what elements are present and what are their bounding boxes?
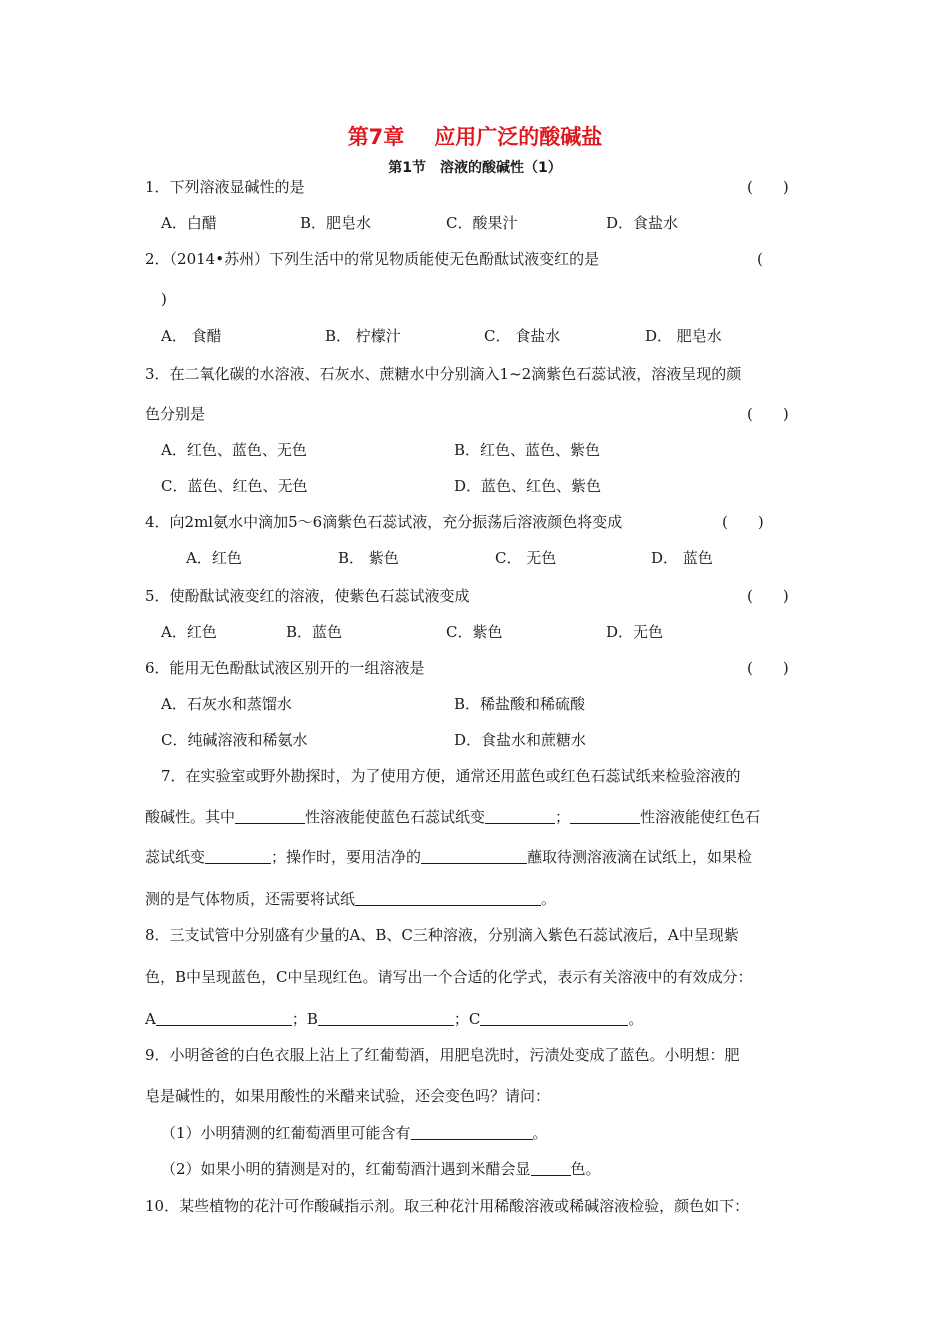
text-segment: ；操作时，要用洁净的: [271, 848, 422, 866]
option-c: C．酸果汁: [446, 214, 518, 232]
question-7-line2: [145, 807, 760, 827]
answer-paren: ( ): [747, 659, 789, 677]
question-7-line4: [145, 889, 556, 909]
text-segment: 蕊试纸变: [145, 848, 206, 866]
question-10-line1: 10．某些植物的花汁可作酸碱指示剂。取三种花汁用稀酸溶液或稀碱溶液检验，颜色如下：: [145, 1197, 750, 1215]
option-a: A． 食醋: [161, 327, 222, 345]
question-1-stem: 1．下列溶液显碱性的是: [145, 178, 305, 196]
question-5-stem: 5．使酚酞试液变红的溶液，使紫色石蕊试液变成: [145, 587, 470, 605]
chapter-name: 应用广泛的酸碱盐: [434, 125, 603, 149]
question-9-line2: 皂是碱性的，如果用酸性的米醋来试验，还会变色吗？请问：: [145, 1087, 551, 1105]
option-c: C． 无色: [495, 549, 557, 567]
question-7-line1: 7．在实验室或野外勘探时，为了使用方便，通常还用蓝色或红色石蕊试纸来检验溶液的: [161, 767, 741, 785]
answer-paren: ( ): [722, 513, 764, 531]
option-d: D． 肥皂水: [645, 327, 722, 345]
option-b: B．蓝色: [286, 623, 343, 641]
text-segment: 测的是气体物质，还需要将试纸: [145, 890, 356, 908]
option-d: D． 蓝色: [651, 549, 713, 567]
question-8-line1: 8．三支试管中分别盛有少量的A、B、C三种溶液，分别滴入紫色石蕊试液后，A中呈现紫: [145, 926, 739, 944]
question-2-stem: 2．（2014•苏州）下列生活中的常见物质能使无色酚酞试液变红的是: [145, 250, 600, 268]
option-a: A．红色、蓝色、无色: [161, 441, 307, 459]
option-a: A．红色: [186, 549, 242, 567]
text-segment: 色。: [570, 1160, 601, 1178]
text-segment: 酸碱性。其中: [145, 808, 236, 826]
option-a: A．白醋: [161, 214, 217, 232]
section-number: 第1节: [388, 160, 426, 176]
option-b: B．稀盐酸和稀硫酸: [454, 695, 586, 713]
fill-blank[interactable]: [421, 847, 527, 864]
answer-paren: ( ): [747, 405, 789, 423]
option-a: A．石灰水和蒸馏水: [161, 695, 292, 713]
text-segment: 性溶液能使红色石: [640, 808, 761, 826]
question-9-sub2: [161, 1159, 601, 1179]
fill-blank[interactable]: [480, 1009, 628, 1026]
text-segment: （1）小明猜测的红葡萄酒里可能含有: [161, 1124, 411, 1142]
option-b: B．肥皂水: [300, 214, 372, 232]
question-8-line3: [145, 1009, 643, 1029]
question-8-line2: 色，B中呈现蓝色，C中呈现红色。请写出一个合适的化学式，表示有关溶液中的有效成分：: [145, 968, 753, 986]
question-9-line1: 9．小明爸爸的白色衣服上沾上了红葡萄酒，用肥皂洗时，污渍处变成了蓝色。小明想：肥: [145, 1046, 740, 1064]
fill-blank[interactable]: [235, 807, 305, 824]
question-6-stem: 6．能用无色酚酞试液区别开的一组溶液是: [145, 659, 425, 677]
section-title: [0, 157, 950, 177]
option-c: C．紫色: [446, 623, 503, 641]
text-segment: （2）如果小明的猜测是对的，红葡萄酒汁遇到米醋会显: [161, 1160, 531, 1178]
option-d: D．无色: [606, 623, 664, 641]
answer-paren: ( ): [747, 587, 789, 605]
question-9-sub1: [161, 1123, 548, 1143]
section-name: 溶液的酸碱性（1）: [440, 160, 562, 176]
option-d: D．蓝色、红色、紫色: [454, 477, 602, 495]
fill-blank[interactable]: [531, 1159, 571, 1176]
text-segment: 蘸取待测溶液滴在试纸上，如果检: [527, 848, 753, 866]
text-segment: ；C: [453, 1010, 481, 1028]
option-b: B． 柠檬汁: [325, 327, 401, 345]
option-b: B． 紫色: [338, 549, 399, 567]
chapter-title: [0, 121, 950, 151]
option-b: B．红色、蓝色、紫色: [454, 441, 601, 459]
fill-blank[interactable]: [570, 807, 640, 824]
question-7-line3: [145, 847, 752, 867]
answer-paren-close: ): [161, 290, 167, 308]
fill-blank[interactable]: [355, 889, 541, 906]
fill-blank[interactable]: [318, 1009, 454, 1026]
option-d: D．食盐水和蔗糖水: [454, 731, 587, 749]
option-d: D．食盐水: [606, 214, 679, 232]
chapter-number: 第7章: [347, 125, 405, 149]
text-segment: 。: [532, 1124, 548, 1142]
fill-blank[interactable]: [411, 1123, 533, 1140]
fill-blank[interactable]: [485, 807, 555, 824]
answer-paren-open: (: [757, 250, 763, 268]
option-a: A．红色: [161, 623, 217, 641]
text-segment: A: [145, 1010, 156, 1028]
text-segment: 。: [628, 1010, 644, 1028]
text-segment: ；: [555, 808, 571, 826]
option-c: C．蓝色、红色、无色: [161, 477, 308, 495]
option-c: C． 食盐水: [484, 327, 561, 345]
question-3-stem-line2: 色分别是: [145, 405, 206, 423]
question-3-stem-line1: 3．在二氧化碳的水溶液、石灰水、蔗糖水中分别滴入1~2滴紫色石蕊试液，溶液呈现的颜: [145, 365, 742, 383]
answer-paren: ( ): [747, 178, 789, 196]
text-segment: ；B: [291, 1010, 318, 1028]
text-segment: 。: [541, 890, 557, 908]
fill-blank[interactable]: [156, 1009, 292, 1026]
question-4-stem: 4．向2ml氨水中滴加5～6滴紫色石蕊试液，充分振荡后溶液颜色将变成: [145, 513, 623, 531]
fill-blank[interactable]: [205, 847, 271, 864]
option-c: C．纯碱溶液和稀氨水: [161, 731, 308, 749]
text-segment: 性溶液能使蓝色石蕊试纸变: [305, 808, 486, 826]
